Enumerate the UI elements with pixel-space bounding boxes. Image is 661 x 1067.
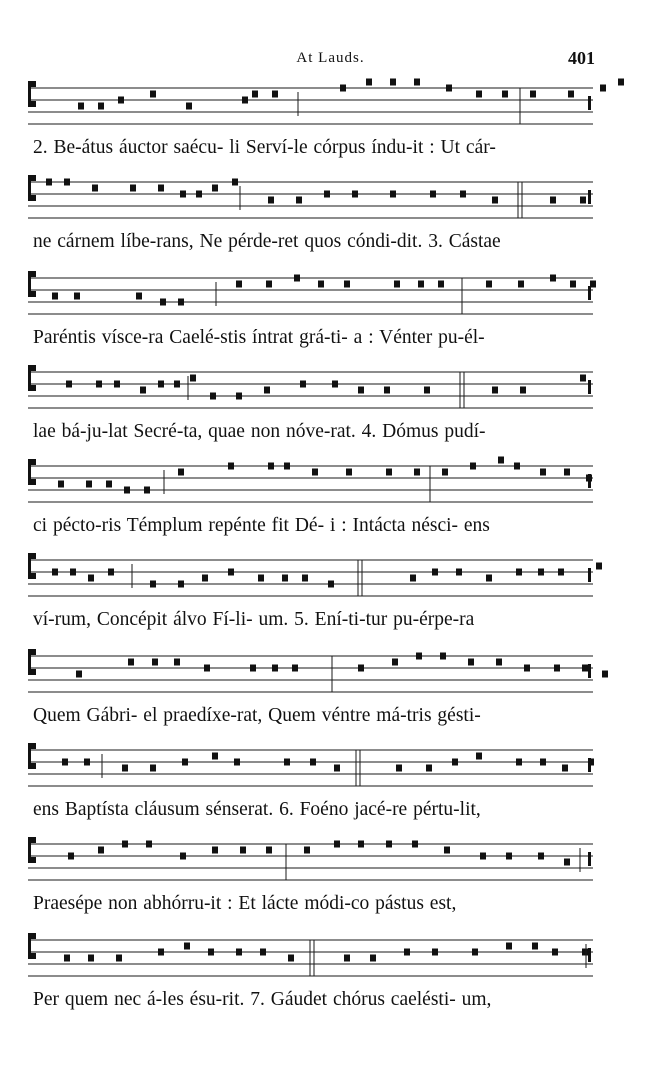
neume-note	[468, 659, 474, 666]
neume-note	[234, 759, 240, 766]
chant-system-1	[0, 76, 661, 172]
neume-note	[328, 581, 334, 588]
lyric-line: ci pécto-ris Témplum repénte fit Dé- i : Intácta nésci- ens	[33, 515, 490, 536]
neume-note	[272, 665, 278, 672]
neume-note	[174, 659, 180, 666]
chant-system-8	[0, 738, 661, 834]
neume-note	[562, 765, 568, 772]
neume-note	[236, 281, 242, 288]
c-clef-icon	[28, 837, 36, 863]
neume-note	[358, 665, 364, 672]
neume-note	[86, 481, 92, 488]
neume-note	[96, 381, 102, 388]
neume-note	[204, 665, 210, 672]
custos-icon	[588, 948, 591, 962]
chant-system-7	[0, 644, 661, 740]
neume-note	[370, 955, 376, 962]
c-clef-icon	[28, 933, 36, 959]
neume-note	[492, 197, 498, 204]
neume-note	[550, 197, 556, 204]
neume-note	[558, 569, 564, 576]
neume-note	[236, 949, 242, 956]
neume-note	[496, 659, 502, 666]
neume-note	[346, 469, 352, 476]
neume-note	[150, 765, 156, 772]
neume-note	[516, 569, 522, 576]
neume-note	[236, 393, 242, 400]
neume-note	[190, 375, 196, 382]
neume-note	[318, 281, 324, 288]
neume-note	[460, 191, 466, 198]
neume-note	[68, 853, 74, 860]
neume-note	[52, 569, 58, 576]
neume-note	[446, 85, 452, 92]
neume-note	[486, 281, 492, 288]
neume-note	[232, 179, 238, 186]
lyric-line: 2. Be-átus áuctor saécu- li Serví-le córpus índu-it : Ut cár-	[33, 137, 496, 158]
neume-note	[208, 949, 214, 956]
custos-icon	[588, 380, 591, 394]
neume-note	[78, 103, 84, 110]
neume-note	[160, 299, 166, 306]
neume-note	[294, 275, 300, 282]
c-clef-icon	[28, 459, 36, 485]
neume-note	[304, 847, 310, 854]
neume-note	[596, 563, 602, 570]
lyric-line: ví-rum, Concépit álvo Fí-li- um. 5. Ení-ti-tur pu-érpe-ra	[33, 609, 475, 630]
neume-note	[180, 853, 186, 860]
neume-note	[582, 665, 588, 672]
neume-note	[260, 949, 266, 956]
custos-icon	[588, 664, 591, 678]
neume-note	[128, 659, 134, 666]
chant-staff	[28, 360, 593, 420]
neume-note	[502, 91, 508, 98]
neume-note	[212, 753, 218, 760]
neume-note	[476, 753, 482, 760]
neume-note	[344, 955, 350, 962]
chant-system-10	[0, 928, 661, 1024]
neume-note	[228, 463, 234, 470]
neume-note	[242, 97, 248, 104]
neume-note	[158, 949, 164, 956]
neume-note	[416, 653, 422, 660]
neume-note	[98, 847, 104, 854]
neume-note	[74, 293, 80, 300]
neume-note	[570, 281, 576, 288]
neume-note	[178, 299, 184, 306]
neume-note	[84, 759, 90, 766]
neume-note	[174, 381, 180, 388]
custos-icon	[588, 852, 591, 866]
neume-note	[284, 463, 290, 470]
neume-note	[310, 759, 316, 766]
chant-staff	[28, 738, 593, 798]
neume-note	[358, 841, 364, 848]
neume-note	[532, 943, 538, 950]
neume-note	[514, 463, 520, 470]
neume-note	[324, 191, 330, 198]
neume-note	[282, 575, 288, 582]
neume-note	[344, 281, 350, 288]
neume-note	[212, 847, 218, 854]
neume-note	[114, 381, 120, 388]
neume-note	[64, 955, 70, 962]
neume-note	[564, 469, 570, 476]
neume-note	[518, 281, 524, 288]
neume-note	[498, 457, 504, 464]
neume-note	[240, 847, 246, 854]
neume-note	[394, 281, 400, 288]
chant-staff	[28, 644, 593, 704]
neume-note	[516, 759, 522, 766]
neume-note	[550, 275, 556, 282]
neume-note	[186, 103, 192, 110]
neume-note	[524, 665, 530, 672]
neume-note	[202, 575, 208, 582]
neume-note	[432, 949, 438, 956]
lyric-line: lae bá-ju-lat Secré-ta, quae non nóve-rat. 4. Dómus pudí-	[33, 421, 486, 442]
neume-note	[264, 387, 270, 394]
neume-note	[182, 759, 188, 766]
chant-staff	[28, 832, 593, 892]
lyric-line: ens Baptísta cláusum sénserat. 6. Foéno jacé-re pértu-lit,	[33, 799, 481, 820]
c-clef-icon	[28, 271, 36, 297]
neume-note	[540, 469, 546, 476]
neume-note	[268, 463, 274, 470]
chant-staff	[28, 266, 593, 326]
neume-note	[414, 79, 420, 86]
neume-note	[302, 575, 308, 582]
neume-note	[386, 469, 392, 476]
neume-note	[530, 91, 536, 98]
lyric-line: ne cárnem líbe-rans, Ne pérde-ret quos cóndi-dit. 3. Cástae	[33, 231, 501, 252]
custos-icon	[588, 474, 591, 488]
neume-note	[158, 185, 164, 192]
neume-note	[412, 841, 418, 848]
neume-note	[538, 569, 544, 576]
neume-note	[564, 859, 570, 866]
neume-note	[410, 575, 416, 582]
neume-note	[66, 381, 72, 388]
neume-note	[88, 955, 94, 962]
neume-note	[52, 293, 58, 300]
neume-note	[58, 481, 64, 488]
c-clef-icon	[28, 365, 36, 391]
neume-note	[444, 847, 450, 854]
chant-staff	[28, 170, 593, 230]
neume-note	[358, 387, 364, 394]
neume-note	[146, 841, 152, 848]
c-clef-icon	[28, 553, 36, 579]
neume-note	[292, 665, 298, 672]
neume-note	[152, 659, 158, 666]
neume-note	[442, 469, 448, 476]
neume-note	[284, 759, 290, 766]
neume-note	[62, 759, 68, 766]
neume-note	[506, 943, 512, 950]
neume-note	[130, 185, 136, 192]
neume-note	[568, 91, 574, 98]
chant-system-6	[0, 548, 661, 644]
neume-note	[92, 185, 98, 192]
neume-note	[540, 759, 546, 766]
neume-note	[386, 841, 392, 848]
neume-note	[334, 841, 340, 848]
lyric-line: Paréntis vísce-ra Caelé-stis íntrat grá-ti- a : Vénter pu-él-	[33, 327, 485, 348]
neume-note	[150, 581, 156, 588]
neume-note	[106, 481, 112, 488]
neume-note	[580, 375, 586, 382]
neume-note	[158, 381, 164, 388]
chant-system-3	[0, 266, 661, 362]
neume-note	[184, 943, 190, 950]
custos-icon	[588, 96, 591, 110]
neume-note	[580, 197, 586, 204]
neume-note	[470, 463, 476, 470]
neume-note	[332, 381, 338, 388]
neume-note	[272, 91, 278, 98]
neume-note	[334, 765, 340, 772]
neume-note	[476, 91, 482, 98]
neume-note	[392, 659, 398, 666]
neume-note	[602, 671, 608, 678]
neume-note	[600, 85, 606, 92]
neume-note	[506, 853, 512, 860]
neume-note	[70, 569, 76, 576]
chant-staff	[28, 454, 593, 514]
neume-note	[196, 191, 202, 198]
c-clef-icon	[28, 649, 36, 675]
chant-staff	[28, 548, 593, 608]
neume-note	[340, 85, 346, 92]
neume-note	[144, 487, 150, 494]
neume-note	[554, 665, 560, 672]
neume-note	[426, 765, 432, 772]
neume-note	[136, 293, 142, 300]
neume-note	[384, 387, 390, 394]
neume-note	[46, 179, 52, 186]
running-title: At Lauds.	[296, 50, 365, 66]
neume-note	[472, 949, 478, 956]
neume-note	[266, 847, 272, 854]
neume-note	[258, 575, 264, 582]
neume-note	[432, 569, 438, 576]
neume-note	[438, 281, 444, 288]
neume-note	[98, 103, 104, 110]
neume-note	[250, 665, 256, 672]
neume-note	[88, 575, 94, 582]
neume-note	[266, 281, 272, 288]
neume-note	[414, 469, 420, 476]
neume-note	[404, 949, 410, 956]
neume-note	[390, 79, 396, 86]
neume-note	[582, 949, 588, 956]
chant-system-9	[0, 832, 661, 928]
neume-note	[252, 91, 258, 98]
neume-note	[396, 765, 402, 772]
page-number: 401	[568, 48, 595, 68]
neume-note	[618, 79, 624, 86]
chant-system-4	[0, 360, 661, 456]
neume-note	[486, 575, 492, 582]
neume-note	[212, 185, 218, 192]
custos-icon	[588, 758, 591, 772]
neume-note	[118, 97, 124, 104]
chant-system-2	[0, 170, 661, 266]
lyric-line: Quem Gábri- el praedíxe-rat, Quem véntre má-tris gésti-	[33, 705, 481, 726]
neume-note	[76, 671, 82, 678]
neume-note	[210, 393, 216, 400]
c-clef-icon	[28, 175, 36, 201]
neume-note	[456, 569, 462, 576]
neume-note	[390, 191, 396, 198]
neume-note	[122, 841, 128, 848]
chant-staff	[28, 76, 593, 136]
neume-note	[180, 191, 186, 198]
neume-note	[430, 191, 436, 198]
neume-note	[116, 955, 122, 962]
neume-note	[228, 569, 234, 576]
neume-note	[440, 653, 446, 660]
neume-note	[480, 853, 486, 860]
neume-note	[268, 197, 274, 204]
custos-icon	[588, 568, 591, 582]
neume-note	[178, 581, 184, 588]
neume-note	[492, 387, 498, 394]
chant-staff	[28, 928, 593, 988]
neume-note	[300, 381, 306, 388]
neume-note	[64, 179, 70, 186]
lyric-line: Per quem nec á-les ésu-rit. 7. Gáudet chórus caelésti- um,	[33, 989, 492, 1010]
c-clef-icon	[28, 81, 36, 107]
chant-system-5	[0, 454, 661, 550]
c-clef-icon	[28, 743, 36, 769]
neume-note	[538, 853, 544, 860]
neume-note	[520, 387, 526, 394]
neume-note	[552, 949, 558, 956]
neume-note	[452, 759, 458, 766]
custos-icon	[588, 190, 591, 204]
neume-note	[312, 469, 318, 476]
neume-note	[418, 281, 424, 288]
neume-note	[108, 569, 114, 576]
lyric-line: Praesépe non abhórru-it : Et lácte módi-co pástus est,	[33, 893, 457, 914]
neume-note	[352, 191, 358, 198]
neume-note	[122, 765, 128, 772]
neume-note	[366, 79, 372, 86]
custos-icon	[588, 286, 591, 300]
neume-note	[150, 91, 156, 98]
page-header	[0, 46, 661, 72]
neume-note	[296, 197, 302, 204]
neume-note	[140, 387, 146, 394]
neume-note	[288, 955, 294, 962]
neume-note	[424, 387, 430, 394]
neume-note	[124, 487, 130, 494]
neume-note	[178, 469, 184, 476]
